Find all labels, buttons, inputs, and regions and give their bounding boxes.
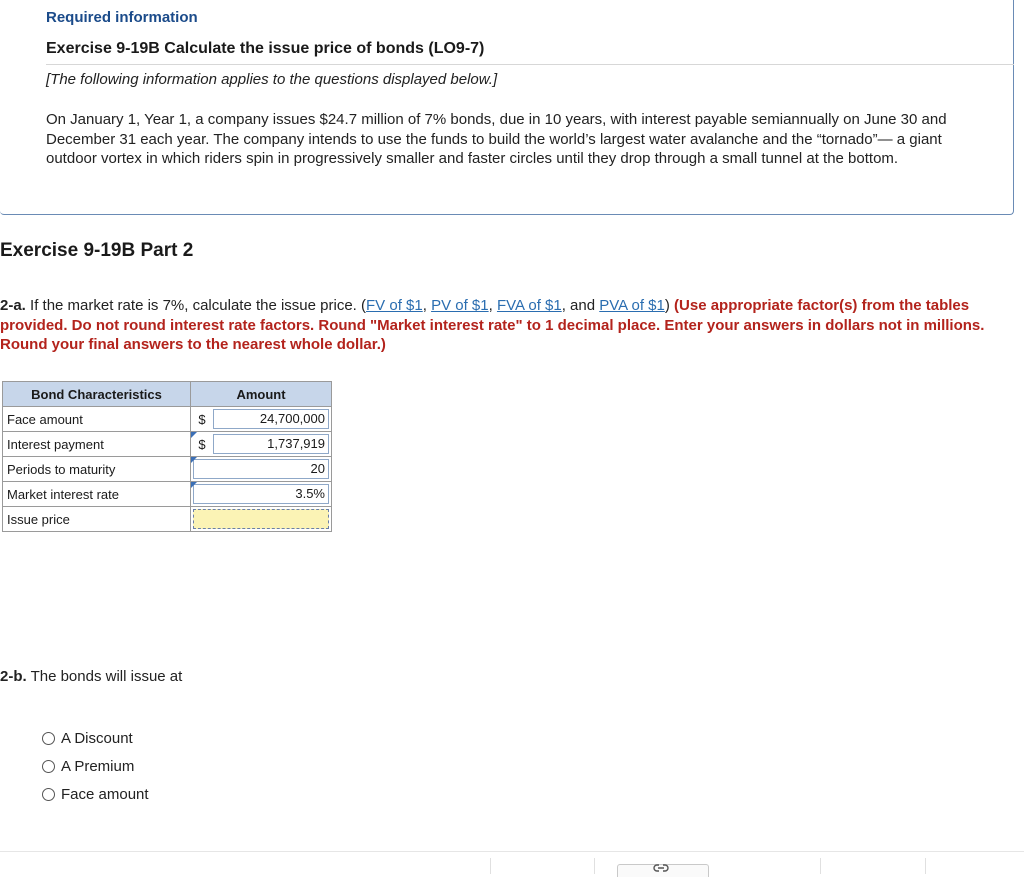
exercise-title: Exercise 9-19B Calculate the issue price of bonds (LO9-7) [46, 40, 485, 57]
market-interest-rate-input[interactable]: 3.5% [193, 484, 329, 504]
option-label: A Discount [61, 729, 133, 747]
amount-wrap [191, 457, 331, 481]
part-title: Exercise 9-19B Part 2 [0, 240, 194, 261]
footer-tick [594, 858, 595, 874]
amount-wrap [191, 482, 331, 506]
question-2a [0, 296, 1020, 355]
bond-characteristics-table [2, 381, 332, 532]
link-separator: , and [561, 297, 600, 314]
row-label: Interest payment [3, 432, 191, 457]
question-2b-number: 2-b. [0, 668, 27, 685]
amount-wrap [191, 432, 331, 456]
option-discount[interactable] [42, 724, 149, 752]
question-2a-red-instruction: (Use appropriate factor(s) from the tables provided. Do not round interest rate factors. Round "Market interest rate" to 1 decimal place. Enter your answers in dollars not in millions. Round your final answers to the nearest whole dollar.) [0, 297, 985, 353]
required-info-title: Required information [46, 9, 198, 26]
table-row-issue-price [3, 507, 332, 532]
question-2a-text-after: ) [664, 297, 675, 314]
amount-wrap [191, 407, 331, 431]
question-2a-text: If the market rate is 7%, calculate the issue price. ( [25, 297, 367, 314]
question-2b-text: The bonds will issue at [26, 668, 183, 685]
issue-options-group [42, 724, 149, 808]
radio-discount[interactable] [42, 732, 55, 745]
fv-link[interactable]: FV of $1 [366, 297, 423, 314]
row-label: Periods to maturity [3, 457, 191, 482]
pva-link[interactable]: PVA of $1 [599, 297, 665, 314]
option-label: Face amount [61, 785, 149, 803]
table-row-face-amount [3, 407, 332, 432]
pv-link[interactable]: PV of $1 [431, 297, 489, 314]
footer-divider [0, 851, 1024, 852]
question-2b [0, 668, 182, 685]
scenario-text: On January 1, Year 1, a company issues $24.7 million of 7% bonds, due in 10 years, with interest payable semiannually on June 30 and December 31 each year. The company intends to use the funds to build the world’s largest water avalanche and the “tornado”— a giant outdoor vortex in which riders spin in progressively smaller and faster circles until they drop through a small tunnel at the bottom. [46, 111, 947, 167]
amount-cell [191, 482, 332, 507]
info-note: [The following information applies to the questions displayed below.] [46, 71, 498, 88]
footer-tick [490, 858, 491, 874]
title-divider [46, 64, 1014, 65]
link-separator: , [488, 297, 497, 314]
periods-to-maturity-input[interactable]: 20 [193, 459, 329, 479]
question-2a-number: 2-a. [0, 297, 26, 314]
header-bond-characteristics: Bond Characteristics [3, 382, 191, 407]
face-amount-input[interactable]: 24,700,000 [213, 409, 329, 429]
amount-cell [191, 457, 332, 482]
answer-flag-icon [191, 482, 197, 488]
row-label: Market interest rate [3, 482, 191, 507]
link-separator: , [422, 297, 432, 314]
amount-cell [191, 432, 332, 457]
amount-cell [191, 507, 332, 532]
currency-symbol: $ [198, 411, 206, 427]
answer-flag-icon [191, 457, 197, 463]
table-header-row [3, 382, 332, 407]
currency-symbol: $ [198, 436, 206, 452]
amount-wrap [191, 507, 331, 531]
footer-tick [820, 858, 821, 874]
interest-payment-input[interactable]: 1,737,919 [213, 434, 329, 454]
fva-link[interactable]: FVA of $1 [496, 297, 562, 314]
issue-price-input[interactable] [193, 509, 329, 529]
table-row-interest-payment [3, 432, 332, 457]
radio-premium[interactable] [42, 760, 55, 773]
header-amount: Amount [191, 382, 332, 407]
radio-face-amount[interactable] [42, 788, 55, 801]
row-label: Face amount [3, 407, 191, 432]
option-label: A Premium [61, 757, 135, 775]
amount-cell [191, 407, 332, 432]
table-row-periods-to-maturity [3, 457, 332, 482]
required-info-panel [0, 0, 1014, 215]
answer-flag-icon [191, 432, 197, 438]
option-premium[interactable] [42, 752, 149, 780]
table-row-market-interest-rate [3, 482, 332, 507]
option-face-amount[interactable] [42, 780, 149, 808]
row-label: Issue price [3, 507, 191, 532]
footer-tick [925, 858, 926, 874]
